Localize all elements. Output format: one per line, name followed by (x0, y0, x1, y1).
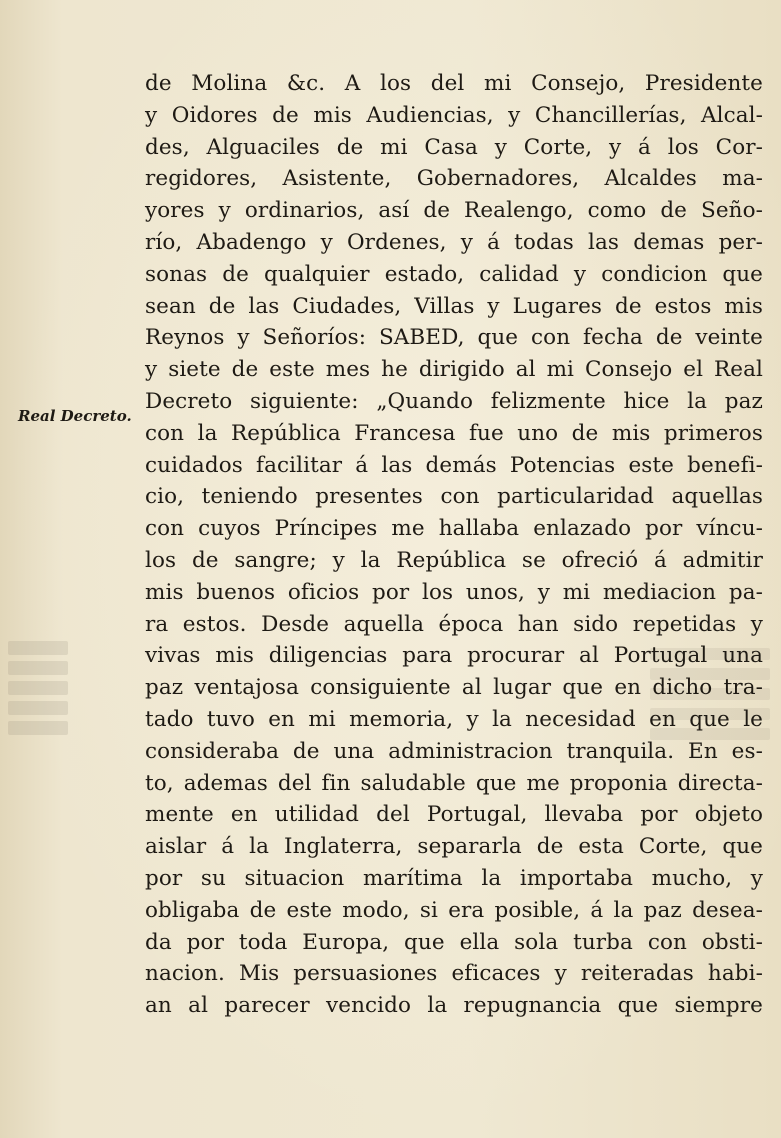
text-line: y Oidores de mis Audiencias, y Chancillerías, Alcal- (145, 102, 763, 128)
text-line: aislar á la Inglaterra, separarla de esta Corte, que (145, 834, 763, 860)
text-line: consideraba de una administracion tranquila. En es- (145, 738, 763, 764)
text-line: to, ademas del fin saludable que me proponia directa- (145, 770, 763, 796)
text-line: y siete de este mes he dirigido al mi Consejo el Real (145, 357, 763, 383)
text-line: de Molina &c. A los del mi Consejo, Presidente (145, 71, 763, 96)
text-line: con la República Francesa fue uno de mis primeros (145, 420, 763, 446)
text-line: sonas de qualquier estado, calidad y condicion que (145, 261, 763, 287)
text-line: da por toda Europa, que ella sola turba con obsti- (145, 929, 763, 955)
text-line: des, Alguaciles de mi Casa y Corte, y á los Cor- (145, 134, 763, 160)
text-line: tado tuvo en mi memoria, y la necesidad en que le (145, 706, 763, 732)
text-line: nacion. Mis persuasiones eficaces y reiteradas habi- (145, 961, 763, 987)
text-line: regidores, Asistente, Gobernadores, Alcaldes ma- (145, 166, 763, 192)
text-line: cuidados facilitar á las demás Potencias este benefi- (145, 452, 763, 478)
text-line: con cuyos Príncipes me hallaba enlazado por víncu- (145, 516, 763, 542)
text-line: Decreto siguiente: „Quando felizmente hice la paz (145, 388, 763, 414)
bleed-through-left (8, 635, 68, 755)
text-line: vivas mis diligencias para procurar al Portugal una (145, 643, 763, 669)
text-line: yores y ordinarios, así de Realengo, como de Seño- (145, 198, 763, 224)
text-line: cio, teniendo presentes con particularidad aquellas (145, 484, 763, 510)
text-line: por su situacion marítima la importaba mucho, y (145, 865, 763, 891)
text-line: los de sangre; y la República se ofreció á admitir (145, 547, 763, 573)
margin-note: Real Decreto. (18, 407, 132, 425)
text-line: mente en utilidad del Portugal, llevaba por objeto (145, 802, 763, 828)
text-line: sean de las Ciudades, Villas y Lugares de estos mis (145, 293, 763, 319)
text-line: paz ventajosa consiguiente al lugar que en dicho tra- (145, 675, 763, 701)
text-line: an al parecer vencido la repugnancia que siempre (145, 993, 763, 1019)
text-line: río, Abadengo y Ordenes, y á todas las demas per- (145, 229, 763, 255)
text-line: mis buenos oficios por los unos, y mi mediacion pa- (145, 579, 763, 605)
body-text (145, 68, 763, 1022)
text-line: ra estos. Desde aquella época han sido repetidas y (145, 611, 763, 637)
text-line: obligaba de este modo, si era posible, á la paz desea- (145, 897, 763, 923)
text-line: Reynos y Señoríos: SABED, que con fecha de veinte (145, 325, 763, 351)
